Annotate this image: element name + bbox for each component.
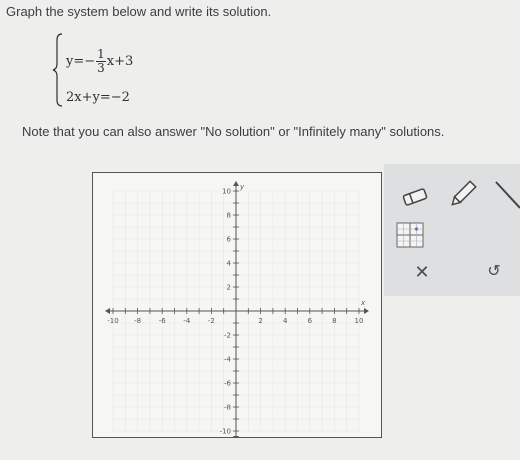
y-tick-label: 10 [222,187,231,196]
y-tick-label: 4 [226,259,231,268]
fraction [96,48,106,75]
x-axis-label: x [361,299,366,307]
x-tick-label: -8 [134,317,142,325]
y-tick-label: -6 [224,379,231,388]
x-axis-arrow-left [105,308,110,314]
y-tick-label: 6 [226,235,231,244]
x-tick-label: 4 [282,317,288,325]
y-tick-label: -4 [224,355,231,364]
equation-1 [66,48,133,75]
grid-point-tool-button[interactable] [396,222,424,248]
x-tick-label: 10 [354,317,364,325]
grid-point-icon [396,222,424,248]
fraction-numerator: 1 [97,47,105,61]
line-tool-icon [494,178,520,210]
pencil-icon [448,178,478,210]
x-tick-label: 8 [332,317,337,325]
line-tool-button[interactable] [494,178,520,210]
close-icon: ✕ [414,262,430,282]
x-tick-label: -6 [158,317,166,325]
y-axis-label: y [240,183,245,191]
answer-note: Note that you can also answer "No solution" or "Infinitely many" solutions. [22,124,445,139]
x-tick-label: -10 [107,317,119,325]
x-tick-label: -2 [207,317,215,325]
y-axis-arrow-down [233,436,239,437]
undo-icon: ↺ [487,263,501,280]
question-prompt: Graph the system below and write its solution. [6,4,272,19]
equation-1-rhs: x+3 [106,54,134,69]
tool-panel [384,164,520,296]
clear-button[interactable] [410,260,434,284]
left-brace [52,32,64,108]
pencil-tool-button[interactable] [448,178,478,210]
y-tick-label: 8 [226,211,231,220]
coordinate-plane[interactable] [93,173,381,437]
x-tick-label: 2 [258,317,263,325]
y-axis-arrow [233,181,239,186]
y-tick-label: -10 [219,427,231,436]
eraser-icon [400,182,430,212]
y-tick-label: -8 [224,403,231,412]
x-axis-arrow [364,308,369,314]
y-tick-label: -2 [224,331,231,340]
x-tick-label: -4 [183,317,191,325]
equation-2: 2x+y=−2 [66,90,130,105]
graph-canvas[interactable] [92,172,382,438]
undo-button[interactable] [482,260,506,284]
x-tick-label: 6 [307,317,313,325]
fraction-denominator: 3 [97,61,105,75]
equation-system [52,32,172,112]
y-tick-label: 2 [226,283,231,292]
equation-1-lhs: y=− [66,54,96,69]
eraser-tool-button[interactable] [400,182,430,212]
